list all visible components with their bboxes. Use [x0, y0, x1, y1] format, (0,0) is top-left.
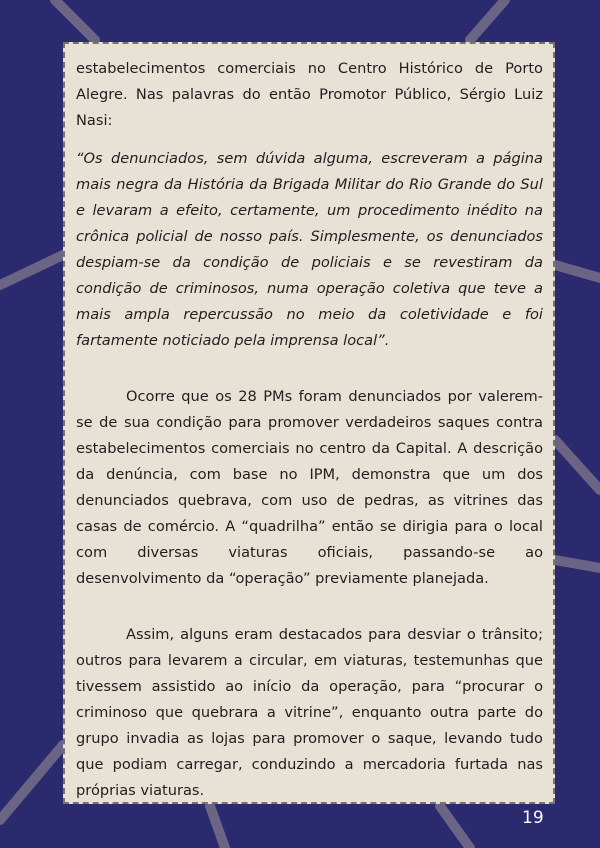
page-content — [76, 56, 543, 804]
body-paragraph-1: Ocorre que os 28 PMs foram denunciados por valerem-se de sua condição para promover verdadeiros saques contra estabelecimentos comerciais no centro da Capital. A descrição da denúncia, com base no IPM, demonstra que um dos denunciados quebrava, com uso de pedras, as vitrines das casas de comércio. A “quadrilha” então se dirigia para o local com diversas viaturas oficiais, passando-se ao desenvolvimento da “operação” previamente planejada. — [76, 388, 543, 587]
page-number: 19 — [522, 808, 544, 828]
intro-paragraph: estabelecimentos comerciais no Centro Histórico de Porto Alegre. Nas palavras do então Promotor Público, Sérgio Luiz Nasi: — [76, 60, 543, 129]
body-paragraph-2: Assim, alguns eram destacados para desviar o trânsito; outros para levarem a circular, em viaturas, testemunhas que tivessem assistido ao início da operação, para “procurar o criminoso que quebrara a vitrine”, enquanto outra parte do grupo invadia as lojas para promover o saque, levando tudo que podiam carregar, conduzindo a mercadoria furtada nas próprias viaturas. — [76, 626, 543, 799]
quote-paragraph: “Os denunciados, sem dúvida alguma, escreveram a página mais negra da História da Brigada Militar do Rio Grande do Sul e levaram a efeito, certamente, um procedimento inédito na crônica policial de nosso país. Simplesmente, os denunciados despiam-se da condição de policiais e se revestiram da condição de criminosos, numa operação coletiva que teve a mais ampla repercussão no meio da coletividade e foi fartamente noticiado pela imprensa local”. — [76, 150, 543, 349]
